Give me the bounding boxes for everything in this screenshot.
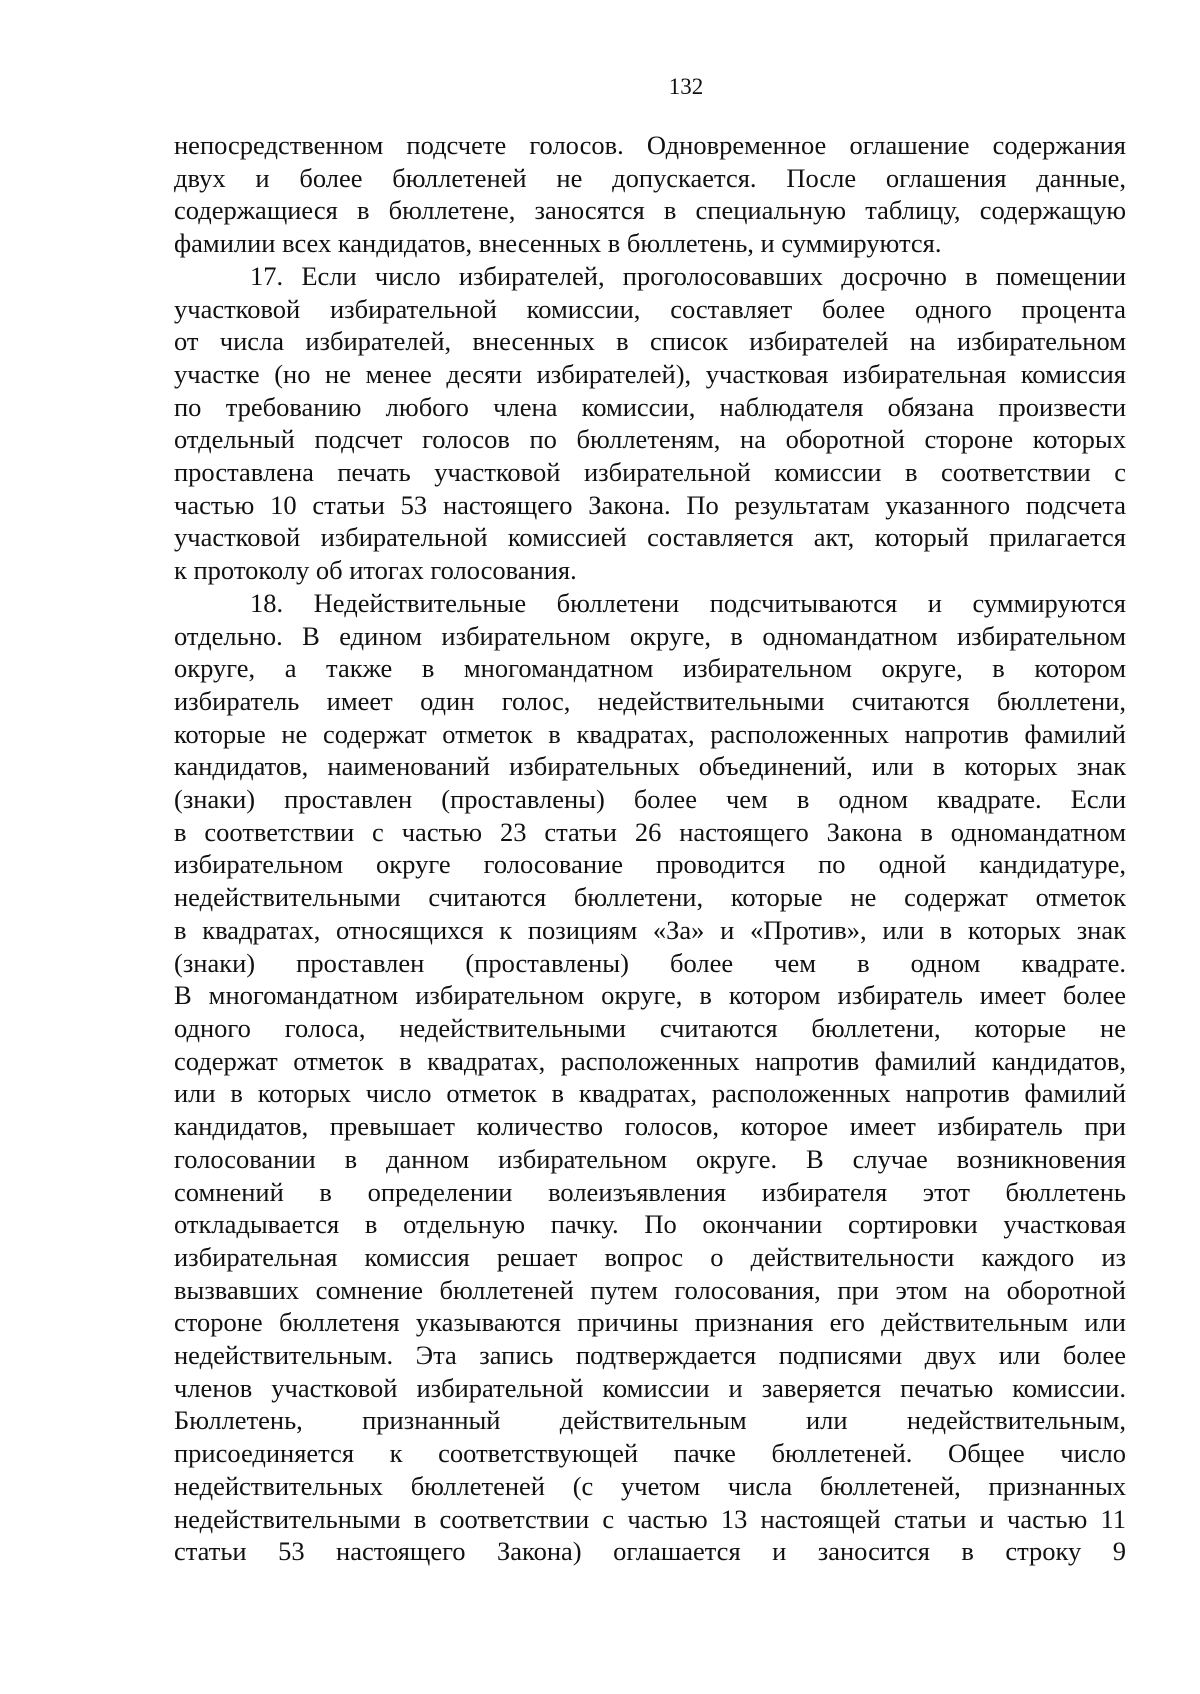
text-line: избирательная комиссия решает вопрос о действительности каждого из [174,1241,1126,1272]
text-line: к протоколу об итогах голосования. [174,555,577,586]
text-line: участковой избирательной комиссии, составляет более одного процента [174,293,1126,324]
text-line: участковой избирательной комиссией составляется акт, который прилагается [174,522,1126,553]
paragraph-continuation [174,129,1126,260]
text-line: избирательном округе голосование проводится по одной кандидатуре, [174,849,1126,880]
text-line: округе, а также в многомандатном избирательном округе, в котором [174,653,1126,684]
text-line: членов участковой избирательной комиссии и заверяется печатью комиссии. [174,1372,1126,1403]
text-line: кандидатов, превышает количество голосов, которое имеет избиратель при [174,1111,1126,1142]
text-line: отдельно. В едином избирательном округе, в одномандатном избирательном [174,620,1126,651]
text-line: двух и более бюллетеней не допускается. После оглашения данные, [174,162,1126,193]
text-line: стороне бюллетеня указываются причины признания его действительным или [174,1307,1126,1338]
text-line: или в которых число отметок в квадратах, расположенных напротив фамилий [174,1078,1126,1109]
text-line: участке (но не менее десяти избирателей), участковая избирательная комиссия [174,358,1126,389]
text-line: 18. Недействительные бюллетени подсчитываются и суммируются [250,587,1126,618]
text-line: недействительными в соответствии с частью 13 настоящей статьи и частью 11 [174,1503,1126,1534]
text-line: вызвавших сомнение бюллетеней путем голосования, при этом на оборотной [174,1274,1126,1305]
text-line: откладывается в отдельную пачку. По окончании сортировки участковая [174,1209,1126,1240]
text-line: содержащиеся в бюллетене, заносятся в специальную таблицу, содержащую [174,195,1126,226]
text-line: В многомандатном избирательном округе, в котором избиратель имеет более [174,980,1126,1011]
text-line: по требованию любого члена комиссии, наблюдателя обязана произвести [174,391,1126,422]
text-line: (знаки) проставлен (проставлены) более чем в одном квадрате. [174,947,1126,978]
text-line: частью 10 статьи 53 настоящего Закона. По результатам указанного подсчета [174,489,1126,520]
page-number: 132 [668,74,704,99]
text-line: (знаки) проставлен (проставлены) более чем в одном квадрате. Если [174,784,1126,815]
text-line: 17. Если число избирателей, проголосовавших досрочно в помещении [250,260,1126,291]
paragraph-18 [174,587,1126,1568]
text-line: недействительных бюллетеней (с учетом числа бюллетеней, признанных [174,1470,1126,1501]
text-line: статьи 53 настоящего Закона) оглашается и заносится в строку 9 [174,1536,1126,1567]
text-line: недействительными считаются бюллетени, которые не содержат отметок [174,882,1126,913]
text-line: которые не содержат отметок в квадратах, расположенных напротив фамилий [174,718,1126,749]
text-line: присоединяется к соответствующей пачке бюллетеней. Общее число [174,1438,1126,1469]
text-line: в соответствии с частью 23 статьи 26 настоящего Закона в одномандатном [174,816,1126,847]
text-line: отдельный подсчет голосов по бюллетеням, на оборотной стороне которых [174,424,1126,455]
text-line: проставлена печать участковой избирательной комиссии в соответствии с [174,457,1126,488]
text-line: кандидатов, наименований избирательных объединений, или в которых знак [174,751,1126,782]
text-line: в квадратах, относящихся к позициям «За» и «Против», или в которых знак [174,914,1126,945]
text-line: недействительным. Эта запись подтверждается подписями двух или более [174,1340,1126,1371]
paragraph-17 [174,260,1126,587]
text-line: избиратель имеет один голос, недействительными считаются бюллетени, [174,685,1126,716]
text-line: Бюллетень, признанный действительным или недействительным, [174,1405,1126,1436]
text-line: сомнений в определении волеизъявления избирателя этот бюллетень [174,1176,1126,1207]
text-line: одного голоса, недействительными считаются бюллетени, которые не [174,1012,1126,1043]
text-line: от числа избирателей, внесенных в список избирателей на избирательном [174,326,1126,357]
text-line: фамилии всех кандидатов, внесенных в бюллетень, и суммируются. [174,228,942,259]
text-line: голосовании в данном избирательном округе. В случае возникновения [174,1143,1126,1174]
text-line: содержат отметок в квадратах, расположенных напротив фамилий кандидатов, [174,1045,1126,1076]
text-line: непосредственном подсчете голосов. Одновременное оглашение содержания [174,130,1126,160]
document-text-body [174,129,1126,1568]
